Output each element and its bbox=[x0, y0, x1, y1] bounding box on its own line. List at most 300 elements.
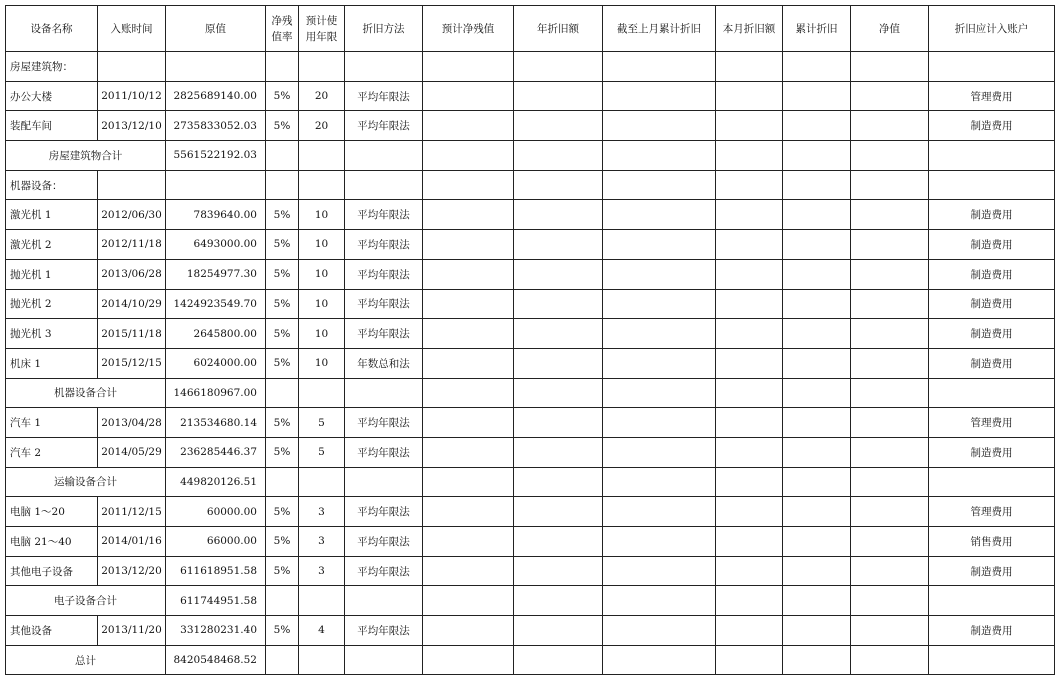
expense-account: 制造费用 bbox=[929, 556, 1055, 586]
depreciation-sheet bbox=[5, 5, 1055, 675]
empty-cell bbox=[716, 408, 783, 438]
useful-years: 10 bbox=[299, 289, 345, 319]
asset-row bbox=[6, 556, 1055, 586]
original-value: 611618951.58 bbox=[166, 556, 266, 586]
empty-cell bbox=[783, 289, 851, 319]
depreciation-method: 平均年限法 bbox=[345, 437, 423, 467]
subtotal-value: 8420548468.52 bbox=[166, 645, 266, 675]
empty-cell bbox=[929, 645, 1055, 675]
empty-cell bbox=[514, 497, 603, 527]
asset-name: 电脑 1～20 bbox=[6, 497, 98, 527]
entry-date: 2013/12/20 bbox=[98, 556, 166, 586]
empty-cell bbox=[603, 645, 716, 675]
expense-account: 制造费用 bbox=[929, 259, 1055, 289]
entry-date: 2011/12/15 bbox=[98, 497, 166, 527]
empty-cell bbox=[929, 170, 1055, 200]
entry-date: 2012/06/30 bbox=[98, 200, 166, 230]
empty-cell bbox=[603, 348, 716, 378]
useful-years: 10 bbox=[299, 230, 345, 260]
empty-cell bbox=[783, 616, 851, 646]
entry-date: 2013/06/28 bbox=[98, 259, 166, 289]
empty-cell bbox=[514, 645, 603, 675]
residual-rate: 5% bbox=[266, 200, 299, 230]
useful-years: 10 bbox=[299, 200, 345, 230]
empty-cell bbox=[423, 52, 514, 82]
empty-cell bbox=[851, 230, 929, 260]
empty-cell bbox=[345, 378, 423, 408]
residual-rate: 5% bbox=[266, 497, 299, 527]
subtotal-row bbox=[6, 586, 1055, 616]
empty-cell bbox=[514, 170, 603, 200]
useful-years: 20 bbox=[299, 111, 345, 141]
empty-cell bbox=[299, 378, 345, 408]
empty-cell bbox=[783, 408, 851, 438]
empty-cell bbox=[783, 586, 851, 616]
column-header: 折旧方法 bbox=[345, 6, 423, 52]
empty-cell bbox=[299, 586, 345, 616]
empty-cell bbox=[423, 645, 514, 675]
empty-cell bbox=[851, 378, 929, 408]
useful-years: 5 bbox=[299, 437, 345, 467]
asset-name: 装配车间 bbox=[6, 111, 98, 141]
empty-cell bbox=[783, 170, 851, 200]
residual-rate: 5% bbox=[266, 111, 299, 141]
original-value: 213534680.14 bbox=[166, 408, 266, 438]
residual-rate: 5% bbox=[266, 319, 299, 349]
empty-cell bbox=[851, 437, 929, 467]
original-value: 6493000.00 bbox=[166, 230, 266, 260]
empty-cell bbox=[783, 230, 851, 260]
subtotal-row bbox=[6, 467, 1055, 497]
residual-rate: 5% bbox=[266, 616, 299, 646]
original-value: 2645800.00 bbox=[166, 319, 266, 349]
empty-cell bbox=[514, 408, 603, 438]
original-value: 1424923549.70 bbox=[166, 289, 266, 319]
subtotal-value: 1466180967.00 bbox=[166, 378, 266, 408]
empty-cell bbox=[603, 81, 716, 111]
empty-cell bbox=[514, 586, 603, 616]
empty-cell bbox=[166, 170, 266, 200]
empty-cell bbox=[166, 52, 266, 82]
empty-cell bbox=[423, 141, 514, 171]
empty-cell bbox=[603, 437, 716, 467]
asset-row bbox=[6, 259, 1055, 289]
empty-cell bbox=[514, 141, 603, 171]
useful-years: 20 bbox=[299, 81, 345, 111]
empty-cell bbox=[603, 556, 716, 586]
asset-name: 抛光机 2 bbox=[6, 289, 98, 319]
empty-cell bbox=[716, 645, 783, 675]
empty-cell bbox=[716, 289, 783, 319]
column-header: 截至上月累计折旧 bbox=[603, 6, 716, 52]
section-row bbox=[6, 170, 1055, 200]
empty-cell bbox=[603, 378, 716, 408]
empty-cell bbox=[423, 616, 514, 646]
asset-name: 激光机 1 bbox=[6, 200, 98, 230]
empty-cell bbox=[716, 230, 783, 260]
depreciation-method: 平均年限法 bbox=[345, 259, 423, 289]
empty-cell bbox=[345, 141, 423, 171]
empty-cell bbox=[299, 141, 345, 171]
empty-cell bbox=[423, 467, 514, 497]
expense-account: 制造费用 bbox=[929, 319, 1055, 349]
empty-cell bbox=[514, 348, 603, 378]
empty-cell bbox=[851, 200, 929, 230]
empty-cell bbox=[783, 319, 851, 349]
column-header: 本月折旧额 bbox=[716, 6, 783, 52]
entry-date: 2014/01/16 bbox=[98, 527, 166, 557]
empty-cell bbox=[716, 378, 783, 408]
empty-cell bbox=[783, 111, 851, 141]
empty-cell bbox=[603, 586, 716, 616]
empty-cell bbox=[783, 52, 851, 82]
residual-rate: 5% bbox=[266, 348, 299, 378]
empty-cell bbox=[851, 81, 929, 111]
empty-cell bbox=[716, 200, 783, 230]
empty-cell bbox=[299, 170, 345, 200]
original-value: 60000.00 bbox=[166, 497, 266, 527]
subtotal-label: 房屋建筑物合计 bbox=[6, 141, 166, 171]
residual-rate: 5% bbox=[266, 81, 299, 111]
column-header: 净值 bbox=[851, 6, 929, 52]
empty-cell bbox=[98, 170, 166, 200]
empty-cell bbox=[423, 408, 514, 438]
column-header: 年折旧额 bbox=[514, 6, 603, 52]
empty-cell bbox=[423, 586, 514, 616]
depreciation-method: 平均年限法 bbox=[345, 200, 423, 230]
depreciation-method: 平均年限法 bbox=[345, 616, 423, 646]
useful-years: 10 bbox=[299, 348, 345, 378]
empty-cell bbox=[851, 645, 929, 675]
asset-row bbox=[6, 289, 1055, 319]
column-header: 折旧应计入账户 bbox=[929, 6, 1055, 52]
empty-cell bbox=[716, 52, 783, 82]
fixed-asset-depreciation-table bbox=[5, 5, 1055, 675]
empty-cell bbox=[783, 259, 851, 289]
empty-cell bbox=[423, 378, 514, 408]
useful-years: 5 bbox=[299, 408, 345, 438]
asset-name: 汽车 2 bbox=[6, 437, 98, 467]
empty-cell bbox=[423, 319, 514, 349]
empty-cell bbox=[603, 200, 716, 230]
empty-cell bbox=[514, 527, 603, 557]
depreciation-method: 平均年限法 bbox=[345, 289, 423, 319]
original-value: 2735833052.03 bbox=[166, 111, 266, 141]
empty-cell bbox=[345, 170, 423, 200]
empty-cell bbox=[851, 497, 929, 527]
subtotal-row bbox=[6, 141, 1055, 171]
expense-account: 制造费用 bbox=[929, 200, 1055, 230]
asset-name: 抛光机 3 bbox=[6, 319, 98, 349]
original-value: 7839640.00 bbox=[166, 200, 266, 230]
empty-cell bbox=[266, 586, 299, 616]
asset-row bbox=[6, 437, 1055, 467]
empty-cell bbox=[514, 319, 603, 349]
empty-cell bbox=[716, 170, 783, 200]
subtotal-row bbox=[6, 645, 1055, 675]
subtotal-label: 总计 bbox=[6, 645, 166, 675]
asset-name: 其他设备 bbox=[6, 616, 98, 646]
asset-name: 办公大楼 bbox=[6, 81, 98, 111]
empty-cell bbox=[783, 527, 851, 557]
empty-cell bbox=[603, 141, 716, 171]
original-value: 236285446.37 bbox=[166, 437, 266, 467]
useful-years: 3 bbox=[299, 527, 345, 557]
empty-cell bbox=[716, 319, 783, 349]
empty-cell bbox=[716, 467, 783, 497]
column-header: 入账时间 bbox=[98, 6, 166, 52]
expense-account: 销售费用 bbox=[929, 527, 1055, 557]
empty-cell bbox=[716, 527, 783, 557]
asset-name: 机床 1 bbox=[6, 348, 98, 378]
empty-cell bbox=[716, 141, 783, 171]
empty-cell bbox=[716, 616, 783, 646]
empty-cell bbox=[299, 645, 345, 675]
empty-cell bbox=[603, 616, 716, 646]
empty-cell bbox=[603, 527, 716, 557]
empty-cell bbox=[851, 319, 929, 349]
column-header: 预计使用年限 bbox=[299, 6, 345, 52]
entry-date: 2014/05/29 bbox=[98, 437, 166, 467]
empty-cell bbox=[514, 437, 603, 467]
empty-cell bbox=[266, 52, 299, 82]
empty-cell bbox=[851, 289, 929, 319]
empty-cell bbox=[514, 378, 603, 408]
subtotal-label: 机器设备合计 bbox=[6, 378, 166, 408]
subtotal-value: 611744951.58 bbox=[166, 586, 266, 616]
empty-cell bbox=[851, 527, 929, 557]
expense-account: 制造费用 bbox=[929, 289, 1055, 319]
residual-rate: 5% bbox=[266, 289, 299, 319]
expense-account: 制造费用 bbox=[929, 111, 1055, 141]
empty-cell bbox=[266, 378, 299, 408]
depreciation-method: 平均年限法 bbox=[345, 556, 423, 586]
original-value: 6024000.00 bbox=[166, 348, 266, 378]
expense-account: 管理费用 bbox=[929, 497, 1055, 527]
empty-cell bbox=[716, 586, 783, 616]
empty-cell bbox=[345, 586, 423, 616]
entry-date: 2015/12/15 bbox=[98, 348, 166, 378]
residual-rate: 5% bbox=[266, 408, 299, 438]
asset-row bbox=[6, 319, 1055, 349]
empty-cell bbox=[514, 230, 603, 260]
empty-cell bbox=[423, 170, 514, 200]
entry-date: 2014/10/29 bbox=[98, 289, 166, 319]
useful-years: 3 bbox=[299, 497, 345, 527]
empty-cell bbox=[783, 378, 851, 408]
expense-account: 制造费用 bbox=[929, 437, 1055, 467]
depreciation-method: 平均年限法 bbox=[345, 319, 423, 349]
empty-cell bbox=[851, 616, 929, 646]
asset-row bbox=[6, 111, 1055, 141]
empty-cell bbox=[514, 556, 603, 586]
empty-cell bbox=[423, 497, 514, 527]
asset-row bbox=[6, 527, 1055, 557]
empty-cell bbox=[345, 645, 423, 675]
asset-name: 抛光机 1 bbox=[6, 259, 98, 289]
empty-cell bbox=[603, 259, 716, 289]
empty-cell bbox=[783, 348, 851, 378]
depreciation-method: 平均年限法 bbox=[345, 527, 423, 557]
empty-cell bbox=[423, 437, 514, 467]
empty-cell bbox=[423, 230, 514, 260]
entry-date: 2013/11/20 bbox=[98, 616, 166, 646]
asset-row bbox=[6, 497, 1055, 527]
empty-cell bbox=[603, 170, 716, 200]
empty-cell bbox=[266, 170, 299, 200]
asset-row bbox=[6, 81, 1055, 111]
empty-cell bbox=[716, 111, 783, 141]
empty-cell bbox=[423, 348, 514, 378]
section-label: 房屋建筑物： bbox=[6, 52, 98, 82]
empty-cell bbox=[929, 467, 1055, 497]
empty-cell bbox=[929, 141, 1055, 171]
useful-years: 10 bbox=[299, 319, 345, 349]
empty-cell bbox=[851, 141, 929, 171]
subtotal-label: 电子设备合计 bbox=[6, 586, 166, 616]
empty-cell bbox=[299, 52, 345, 82]
empty-cell bbox=[603, 289, 716, 319]
entry-date: 2015/11/18 bbox=[98, 319, 166, 349]
column-header: 累计折旧 bbox=[783, 6, 851, 52]
table-body bbox=[6, 52, 1055, 675]
empty-cell bbox=[514, 52, 603, 82]
subtotal-value: 449820126.51 bbox=[166, 467, 266, 497]
empty-cell bbox=[514, 289, 603, 319]
empty-cell bbox=[98, 52, 166, 82]
section-row bbox=[6, 52, 1055, 82]
empty-cell bbox=[716, 81, 783, 111]
original-value: 2825689140.00 bbox=[166, 81, 266, 111]
asset-name: 电脑 21～40 bbox=[6, 527, 98, 557]
entry-date: 2011/10/12 bbox=[98, 81, 166, 111]
residual-rate: 5% bbox=[266, 556, 299, 586]
empty-cell bbox=[423, 527, 514, 557]
empty-cell bbox=[783, 497, 851, 527]
empty-cell bbox=[345, 52, 423, 82]
original-value: 331280231.40 bbox=[166, 616, 266, 646]
expense-account: 制造费用 bbox=[929, 348, 1055, 378]
subtotal-value: 5561522192.03 bbox=[166, 141, 266, 171]
asset-row bbox=[6, 616, 1055, 646]
empty-cell bbox=[716, 437, 783, 467]
empty-cell bbox=[514, 616, 603, 646]
empty-cell bbox=[514, 81, 603, 111]
empty-cell bbox=[851, 170, 929, 200]
empty-cell bbox=[851, 259, 929, 289]
empty-cell bbox=[603, 497, 716, 527]
empty-cell bbox=[266, 141, 299, 171]
column-header: 预计净残值 bbox=[423, 6, 514, 52]
useful-years: 4 bbox=[299, 616, 345, 646]
residual-rate: 5% bbox=[266, 527, 299, 557]
empty-cell bbox=[851, 348, 929, 378]
empty-cell bbox=[851, 556, 929, 586]
column-header: 设备名称 bbox=[6, 6, 98, 52]
residual-rate: 5% bbox=[266, 259, 299, 289]
empty-cell bbox=[603, 467, 716, 497]
empty-cell bbox=[514, 467, 603, 497]
empty-cell bbox=[514, 111, 603, 141]
empty-cell bbox=[514, 259, 603, 289]
empty-cell bbox=[423, 259, 514, 289]
subtotal-label: 运输设备合计 bbox=[6, 467, 166, 497]
empty-cell bbox=[603, 52, 716, 82]
asset-name: 汽车 1 bbox=[6, 408, 98, 438]
table-header bbox=[6, 6, 1055, 52]
entry-date: 2013/04/28 bbox=[98, 408, 166, 438]
asset-name: 其他电子设备 bbox=[6, 556, 98, 586]
empty-cell bbox=[783, 645, 851, 675]
residual-rate: 5% bbox=[266, 230, 299, 260]
depreciation-method: 平均年限法 bbox=[345, 111, 423, 141]
empty-cell bbox=[851, 52, 929, 82]
depreciation-method: 平均年限法 bbox=[345, 81, 423, 111]
depreciation-method: 平均年限法 bbox=[345, 497, 423, 527]
empty-cell bbox=[423, 200, 514, 230]
empty-cell bbox=[929, 586, 1055, 616]
header-row bbox=[6, 6, 1055, 52]
empty-cell bbox=[716, 497, 783, 527]
empty-cell bbox=[783, 200, 851, 230]
expense-account: 制造费用 bbox=[929, 616, 1055, 646]
empty-cell bbox=[851, 586, 929, 616]
expense-account: 管理费用 bbox=[929, 408, 1055, 438]
depreciation-method: 平均年限法 bbox=[345, 230, 423, 260]
empty-cell bbox=[851, 111, 929, 141]
entry-date: 2013/12/10 bbox=[98, 111, 166, 141]
depreciation-method: 年数总和法 bbox=[345, 348, 423, 378]
empty-cell bbox=[345, 467, 423, 497]
depreciation-method: 平均年限法 bbox=[345, 408, 423, 438]
empty-cell bbox=[783, 81, 851, 111]
empty-cell bbox=[603, 408, 716, 438]
empty-cell bbox=[783, 556, 851, 586]
column-header: 净残值率 bbox=[266, 6, 299, 52]
original-value: 18254977.30 bbox=[166, 259, 266, 289]
empty-cell bbox=[603, 230, 716, 260]
empty-cell bbox=[514, 200, 603, 230]
empty-cell bbox=[299, 467, 345, 497]
asset-row bbox=[6, 408, 1055, 438]
original-value: 66000.00 bbox=[166, 527, 266, 557]
subtotal-row bbox=[6, 378, 1055, 408]
useful-years: 3 bbox=[299, 556, 345, 586]
empty-cell bbox=[266, 645, 299, 675]
expense-account: 制造费用 bbox=[929, 230, 1055, 260]
section-label: 机器设备： bbox=[6, 170, 98, 200]
asset-name: 激光机 2 bbox=[6, 230, 98, 260]
empty-cell bbox=[929, 52, 1055, 82]
empty-cell bbox=[423, 289, 514, 319]
residual-rate: 5% bbox=[266, 437, 299, 467]
useful-years: 10 bbox=[299, 259, 345, 289]
empty-cell bbox=[929, 378, 1055, 408]
empty-cell bbox=[716, 556, 783, 586]
empty-cell bbox=[851, 467, 929, 497]
expense-account: 管理费用 bbox=[929, 81, 1055, 111]
asset-row bbox=[6, 230, 1055, 260]
empty-cell bbox=[783, 141, 851, 171]
empty-cell bbox=[423, 111, 514, 141]
asset-row bbox=[6, 348, 1055, 378]
entry-date: 2012/11/18 bbox=[98, 230, 166, 260]
empty-cell bbox=[266, 467, 299, 497]
empty-cell bbox=[783, 467, 851, 497]
asset-row bbox=[6, 200, 1055, 230]
empty-cell bbox=[423, 556, 514, 586]
empty-cell bbox=[783, 437, 851, 467]
